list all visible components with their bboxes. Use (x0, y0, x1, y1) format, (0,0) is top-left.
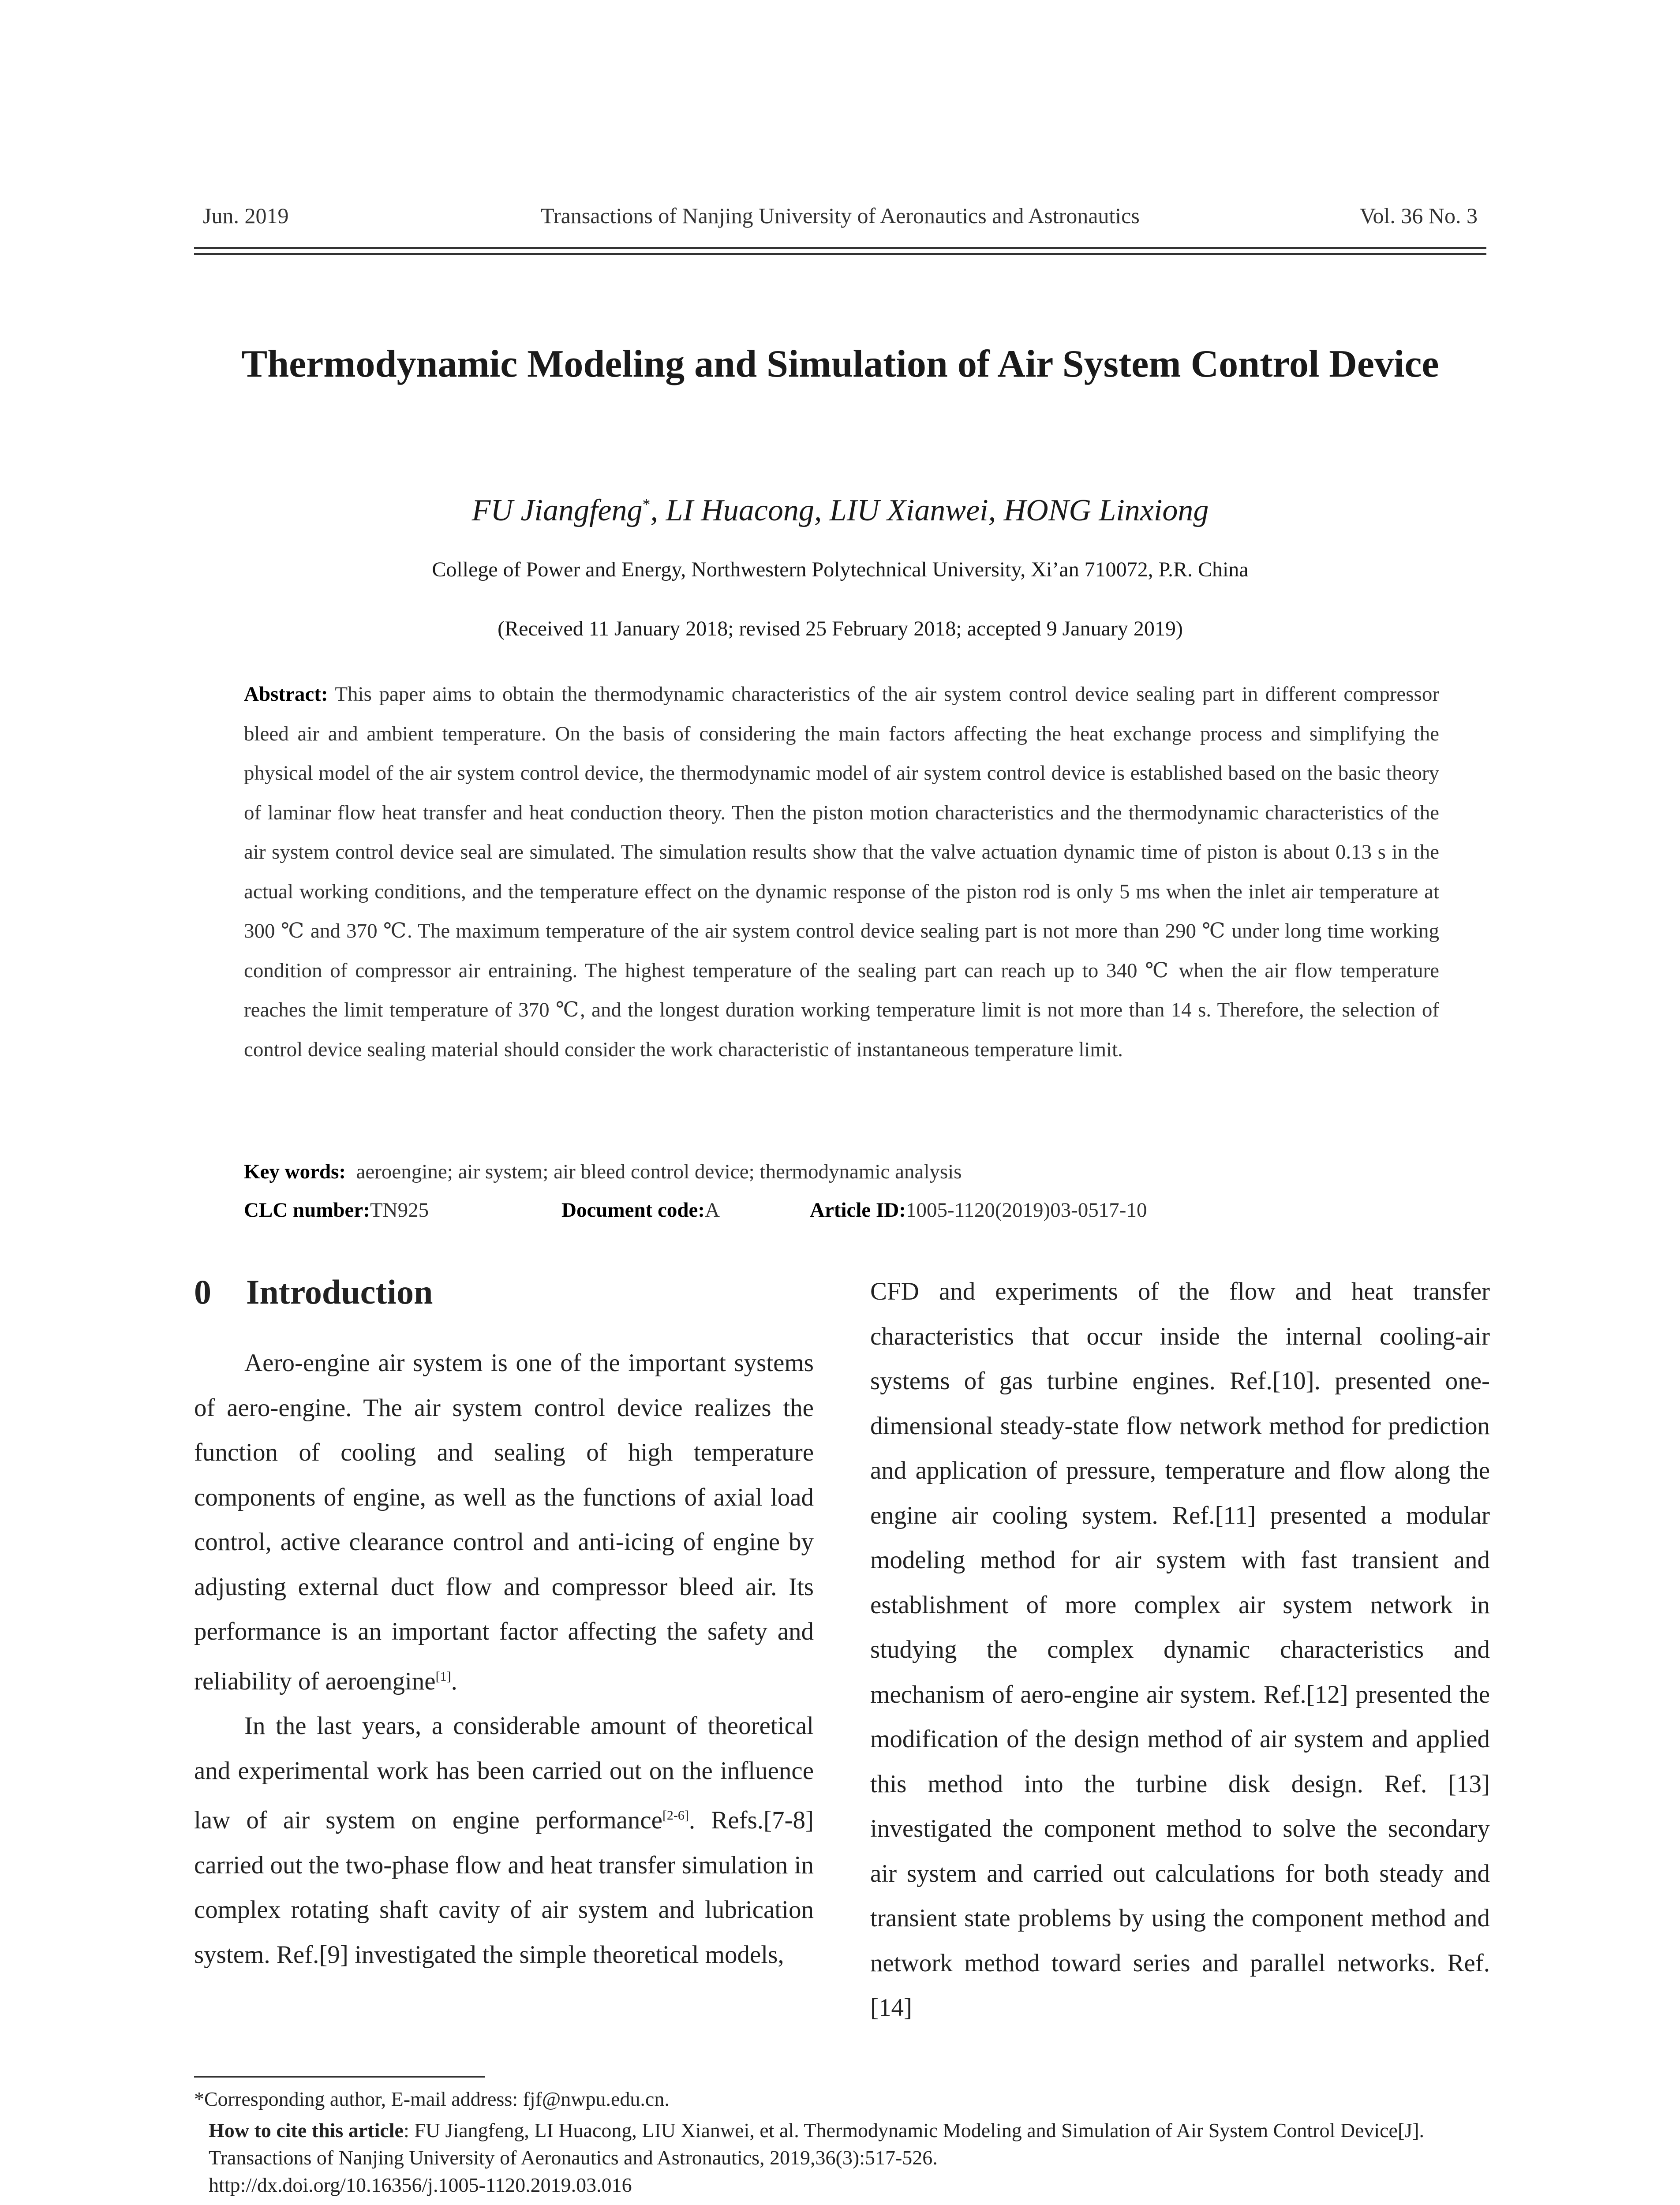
clc-label: CLC number: (244, 1199, 370, 1222)
doi-link[interactable]: http://dx.doi.org/10.16356/j.1005-1120.2019.03.016 (209, 2174, 632, 2196)
received-dates: (Received 11 January 2018; revised 25 February 2018; accepted 9 January 2019) (498, 617, 1183, 640)
clc-value: TN925 (370, 1199, 429, 1222)
p2-text: In the last years, a considerable amount of theoretical and experimental work has been carried out on the influence law of air system on engine performance (194, 1712, 814, 1834)
corresponding-mark: * (642, 495, 651, 513)
cite-label: How to cite this article (209, 2119, 404, 2141)
doc-value: A (705, 1199, 720, 1222)
p2-rest: . Refs.[7-8] carried out the two-phase flow and heat transfer simulation in complex rotating shaft cavity of air system and lubrication system. Ref.[9] investigated the simple theoretical models, (194, 1806, 814, 1969)
header-volume: Vol. 36 No. 3 (1359, 203, 1478, 228)
header-rule-top (194, 247, 1486, 249)
doc-label: Document code: (561, 1199, 705, 1222)
p1-end: . (451, 1667, 457, 1695)
header-date: Jun. 2019 (203, 203, 289, 228)
citation-note (209, 2117, 1486, 2199)
affiliation: College of Power and Energy, Northwestern Polytechnical University, Xi’an 710072, P.R. China (432, 558, 1249, 581)
header-rule-bottom (194, 253, 1486, 255)
paper-title: Thermodynamic Modeling and Simulation of Air System Control Device (241, 343, 1439, 385)
ref-marker: [1] (435, 1669, 451, 1684)
first-author: FU Jiangfeng (471, 493, 643, 527)
clc-number (244, 1191, 429, 1230)
document-code (561, 1191, 720, 1230)
left-column (194, 1270, 814, 1977)
p1-text: Aero-engine air system is one of the important systems of aero-engine. The air system control device realizes the function of cooling and sealing of high temperature components of engine, as well as the functions of axial load control, active clearance control and anti-icing of engine by adjusting external duct flow and compressor bleed air. Its performance is an important factor affecting the safety and reliability of aeroengine (194, 1349, 814, 1695)
keywords (244, 1152, 1439, 1192)
article-value: 1005-1120(2019)03-0517-10 (905, 1199, 1147, 1222)
section-title: Introduction (246, 1273, 433, 1311)
intro-paragraph-2 (194, 1704, 814, 1977)
article-id (810, 1191, 1147, 1230)
corresponding-note: *Corresponding author, E-mail address: fjf@nwpu.edu.cn. (194, 2088, 670, 2110)
intro-paragraph-1 (194, 1341, 814, 1704)
article-label: Article ID: (810, 1199, 906, 1222)
right-column (870, 1269, 1490, 2030)
abstract-label: Abstract: (244, 683, 328, 706)
footnote-rule (194, 2076, 485, 2078)
header-journal: Transactions of Nanjing University of Aeronautics and Astronautics (541, 203, 1140, 228)
section-number: 0 (194, 1273, 211, 1311)
ref-marker: [2-6] (662, 1808, 689, 1823)
section-heading (194, 1270, 814, 1314)
keywords-label: Key words: (244, 1160, 346, 1183)
intro-continuation: CFD and experiments of the flow and heat transfer characteristics that occur inside the internal cooling-air systems of gas turbine engines. Ref.[10]. presented one-dimensional steady-state flow network method for prediction and application of pressure, temperature and flow along the engine air cooling system. Ref.[11] presented a modular modeling method for air system with fast transient and establishment of more complex air system network in studying the complex dynamic characteristics and mechanism of aero-engine air system. Ref.[12] presented the modification of the design method of air system and applied this method into the turbine disk design. Ref. [13] investigated the component method to solve the secondary air system and carried out calculations for both steady and transient state problems by using the component method and network method toward series and parallel networks. Ref. [14] (870, 1278, 1490, 2022)
abstract-text: This paper aims to obtain the thermodynamic characteristics of the air system control device sealing part in different compressor bleed air and ambient temperature. On the basis of considering the main factors affecting the heat exchange process and simplifying the physical model of the air system control device, the thermodynamic model of air system control device is established based on the basic theory of laminar flow heat transfer and heat conduction theory. Then the piston motion characteristics and the thermodynamic characteristics of the air system control device seal are simulated. The simulation results show that the valve actuation dynamic time of piston is about 0.13 s in the actual working conditions, and the temperature effect on the dynamic response of the piston rod is only 5 ms when the inlet air temperature at 300 ℃ and 370 ℃. The maximum temperature of the air system control device sealing part is not more than 290 ℃ under long time working condition of compressor air entraining. The highest temperature of the sealing part can reach up to 340 ℃ when the air flow temperature reaches the limit temperature of 370 ℃, and the longest duration working temperature limit is not more than 14 s. Therefore, the selection of control device sealing material should consider the work characteristic of instantaneous temperature limit. (244, 683, 1439, 1061)
keywords-text: aeroengine; air system; air bleed control device; thermodynamic analysis (356, 1160, 962, 1183)
other-authors: , LI Huacong, LIU Xianwei, HONG Linxiong (650, 493, 1209, 527)
abstract (244, 675, 1439, 1069)
cite-text: : FU Jiangfeng, LI Huacong, LIU Xianwei, et al. Thermodynamic Modeling and Simulation of Air System Control Device[J]. Transactions of Nanjing University of Aeronautics and Astronautics, 2019,36(3):517-526. (209, 2119, 1425, 2169)
author-list (194, 493, 1486, 528)
